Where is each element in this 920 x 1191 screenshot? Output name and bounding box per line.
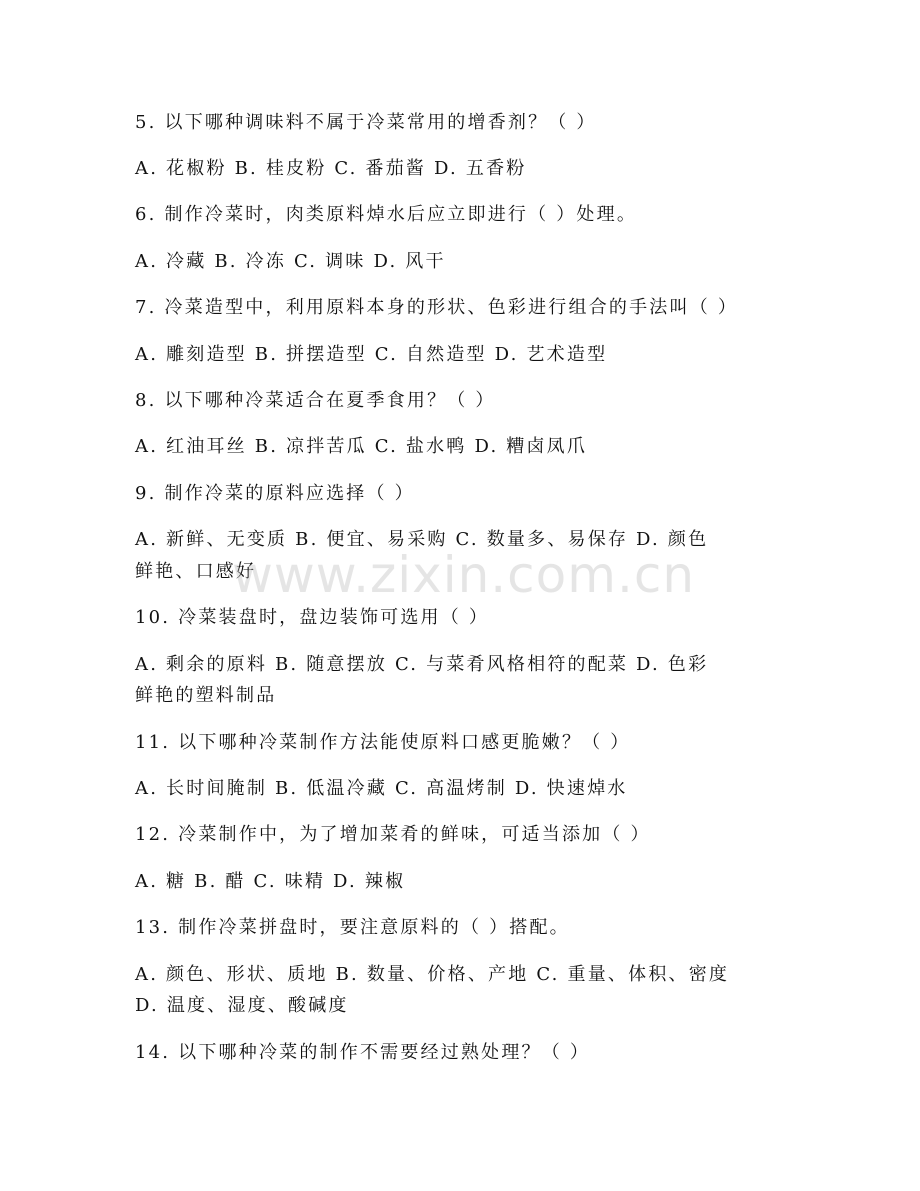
question-8: 8. 以下哪种冷菜适合在夏季食用？（ ） <box>135 390 496 411</box>
options-13: A. 颜色、形状、质地 B. 数量、价格、产地 C. 重量、体积、密度 <box>135 964 730 985</box>
options-6: A. 冷藏 B. 冷冻 C. 调味 D. 风干 <box>135 251 446 272</box>
options-10-continued: 鲜艳的塑料制品 <box>135 685 277 706</box>
options-13-continued: D. 温度、湿度、酸碱度 <box>135 995 349 1016</box>
question-5: 5. 以下哪种调味料不属于冷菜常用的增香剂？（ ） <box>135 112 597 133</box>
options-9-continued: 鲜艳、口感好 <box>135 561 257 582</box>
options-8: A. 红油耳丝 B. 凉拌苦瓜 C. 盐水鸭 D. 糟卤凤爪 <box>135 436 588 457</box>
options-5: A. 花椒粉 B. 桂皮粉 C. 番茄酱 D. 五香粉 <box>135 158 527 179</box>
options-9: A. 新鲜、无变质 B. 便宜、易采购 C. 数量多、易保存 D. 颜色 <box>135 529 709 550</box>
options-10: A. 剩余的原料 B. 随意摆放 C. 与菜肴风格相符的配菜 D. 色彩 <box>135 654 709 675</box>
options-7: A. 雕刻造型 B. 拼摆造型 C. 自然造型 D. 艺术造型 <box>135 344 608 365</box>
question-6: 6. 制作冷菜时，肉类原料焯水后应立即进行（ ）处理。 <box>135 204 638 225</box>
question-13: 13. 制作冷菜拼盘时，要注意原料的（ ）搭配。 <box>135 917 570 938</box>
question-10: 10. 冷菜装盘时，盘边装饰可选用（ ） <box>135 607 490 628</box>
question-11: 11. 以下哪种冷菜制作方法能使原料口感更脆嫩？（ ） <box>135 732 631 753</box>
question-7: 7. 冷菜造型中，利用原料本身的形状、色彩进行组合的手法叫（ ） <box>135 297 739 318</box>
question-14: 14. 以下哪种冷菜的制作不需要经过熟处理？（ ） <box>135 1042 591 1063</box>
options-11: A. 长时间腌制 B. 低温冷藏 C. 高温烤制 D. 快速焯水 <box>135 778 628 799</box>
question-9: 9. 制作冷菜的原料应选择（ ） <box>135 483 415 504</box>
watermark: www.zixin.com.cn <box>232 546 696 604</box>
question-12: 12. 冷菜制作中，为了增加菜肴的鲜味，可适当添加（ ） <box>135 824 651 845</box>
options-12: A. 糖 B. 醋 C. 味精 D. 辣椒 <box>135 871 406 892</box>
